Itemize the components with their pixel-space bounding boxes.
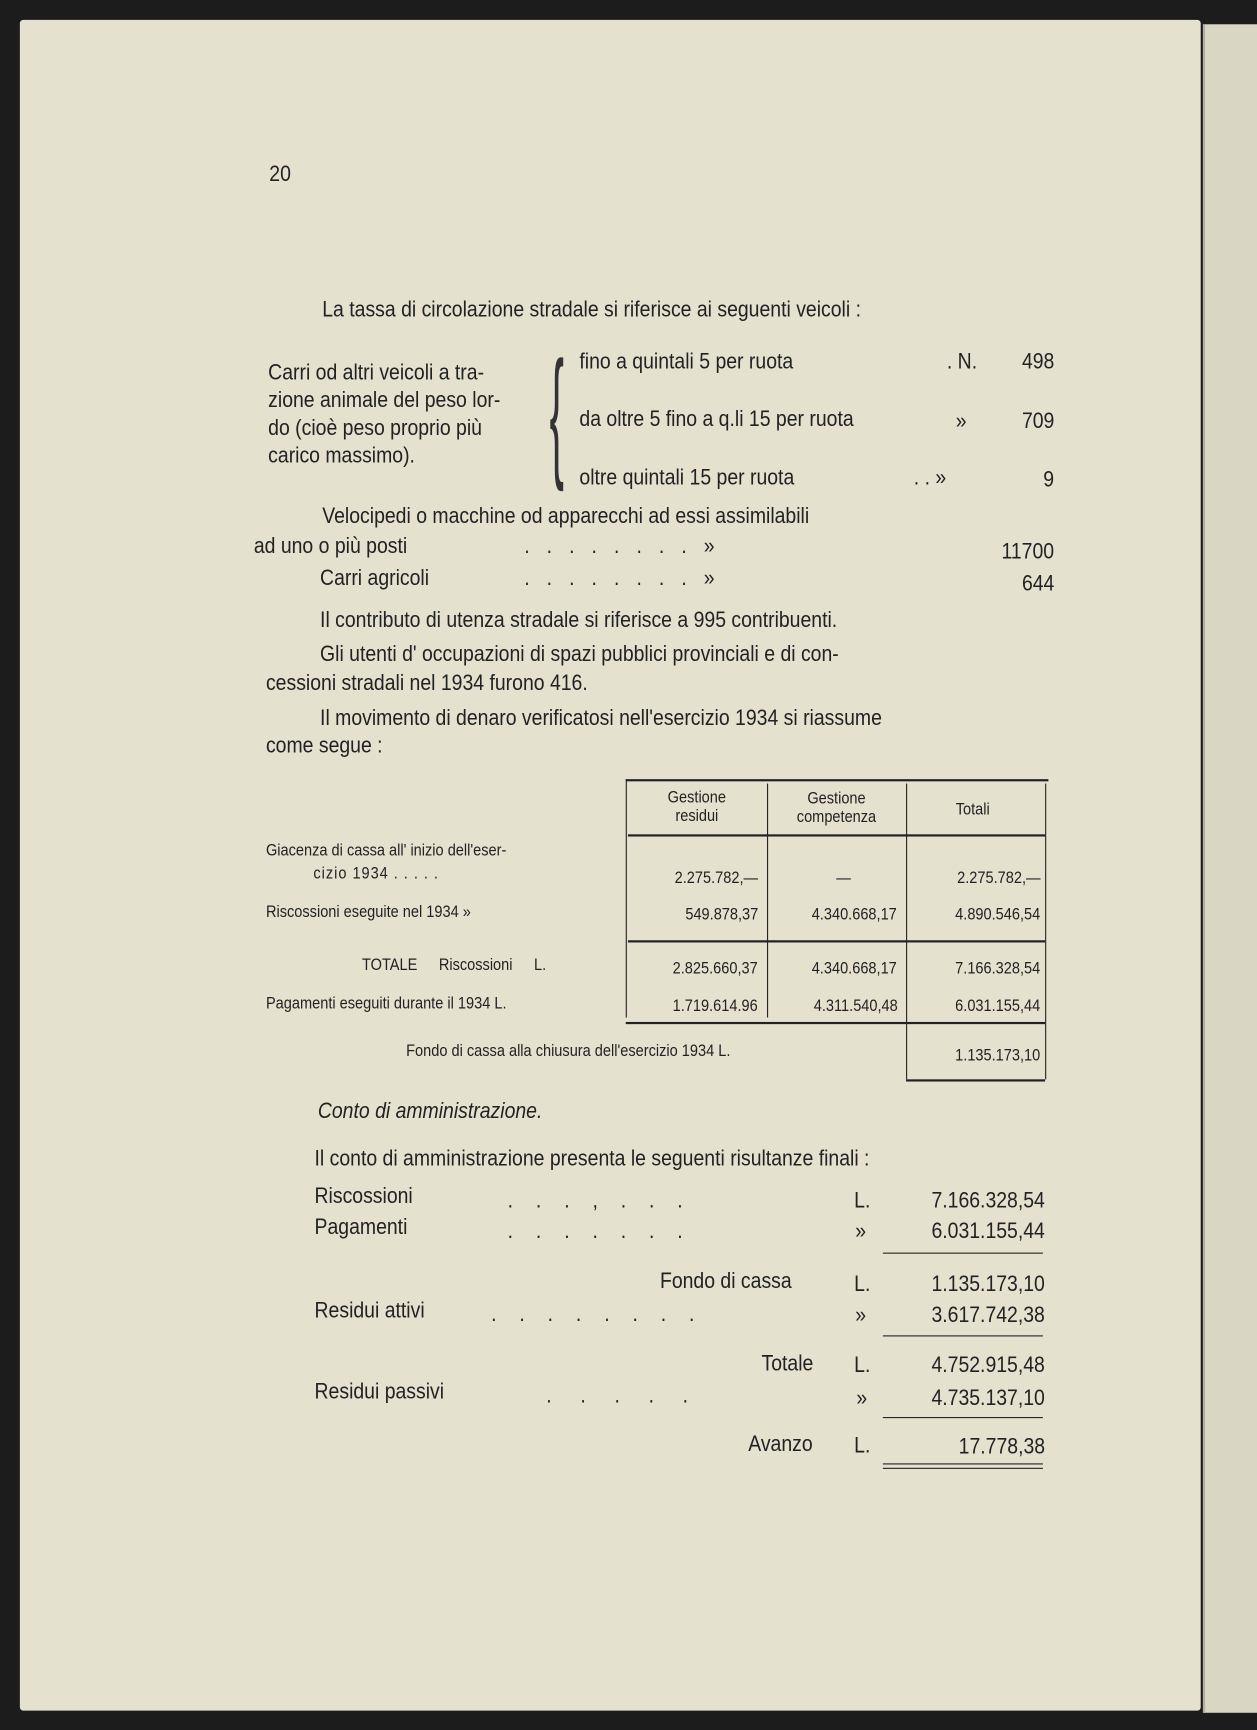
fondo-label: Fondo di cassa alla chiusura dell'esercizio 1934 L. <box>406 1041 731 1061</box>
conto-value: 1.135.173,10 <box>931 1272 1046 1297</box>
cell: 6.031.155,44 <box>955 996 1041 1016</box>
conto-label: Totale <box>761 1351 814 1377</box>
cell: 4.340.668,17 <box>812 959 898 978</box>
carri-desc: fino a quintali 5 per ruota <box>579 349 794 375</box>
cell: 7.166.328,54 <box>955 959 1041 978</box>
paragraph: cessioni stradali nel 1934 furono 416. <box>265 670 588 696</box>
carri-value: 9 <box>1043 467 1054 493</box>
conto-cur: L. <box>854 1188 871 1213</box>
conto-value: 4.735.137,10 <box>931 1386 1046 1411</box>
header-totali: Totali <box>955 800 990 819</box>
row-label: Riscossioni eseguite nel 1934 » <box>265 902 471 922</box>
page-number: 20 <box>269 162 291 187</box>
table-rule <box>626 1022 1045 1024</box>
conto-dots: . . . . . . . . <box>491 1302 704 1327</box>
carri-desc: da oltre 5 fino a q.li 15 per ruota <box>579 407 854 432</box>
table-rule <box>906 784 907 1080</box>
cell: 2.825.660,37 <box>673 959 759 978</box>
carri-agricoli-label: Carri agricoli <box>320 566 430 591</box>
cell: 4.311.540,48 <box>813 996 898 1016</box>
table-rule <box>626 779 627 1017</box>
intro-text: La tassa di circolazione stradale si riferisce ai seguenti veicoli : <box>322 297 861 323</box>
conto-label: Residui passivi <box>314 1379 445 1404</box>
carri-mark: » <box>955 409 967 434</box>
cell: 2.275.782,— <box>957 868 1041 888</box>
conto-value: 3.617.742,38 <box>931 1303 1046 1328</box>
next-page-edge <box>1203 24 1257 1713</box>
sum-rule <box>883 1253 1043 1254</box>
conto-label: Residui attivi <box>314 1298 425 1324</box>
paragraph: come segue : <box>265 733 383 759</box>
cell: 2.275.782,— <box>674 868 759 888</box>
carri-label: zione animale del peso lor- <box>268 388 501 413</box>
header-residui: Gestione residui <box>667 787 726 826</box>
conto-label: Fondo di cassa <box>659 1269 792 1294</box>
conto-cur: L. <box>854 1353 871 1378</box>
velocipedi-line2: ad uno o più posti <box>253 534 408 559</box>
carri-value: 498 <box>1021 349 1054 375</box>
cell: 1.719.614.96 <box>673 996 759 1016</box>
conto-label: Riscossioni <box>314 1184 413 1209</box>
carri-mark: . N. <box>946 349 978 375</box>
velocipedi-line1: Velocipedi o macchine od apparecchi ad essi assimilabili <box>322 504 810 529</box>
brace: { <box>549 331 564 493</box>
sum-rule <box>883 1417 1043 1418</box>
conto-cur: » <box>855 1219 867 1244</box>
double-rule <box>883 1468 1043 1469</box>
conto-intro: Il conto di amministrazione presenta le seguenti risultanze finali : <box>314 1146 870 1171</box>
paragraph: Il contributo di utenza stradale si riferisce a 995 contribuenti. <box>320 608 838 633</box>
carri-agricoli-dots: . . . . . . . . » <box>524 566 721 591</box>
conto-value: 4.752.915,48 <box>931 1353 1046 1378</box>
row-label: Pagamenti eseguiti durante il 1934 L. <box>265 994 507 1014</box>
conto-value: 17.778,38 <box>958 1434 1046 1459</box>
table-rule <box>626 779 1049 781</box>
sum-rule <box>883 1335 1043 1336</box>
carri-value: 709 <box>1021 409 1054 434</box>
carri-mark: . . » <box>913 465 947 490</box>
header-competenza: Gestione competenza <box>796 789 877 827</box>
cell: 4.340.668,17 <box>812 904 898 924</box>
table-rule <box>906 1079 1045 1081</box>
conto-value: 6.031.155,44 <box>931 1219 1046 1244</box>
paragraph: Il movimento di denaro verificatosi nell'esercizio 1934 si riassume <box>320 706 882 731</box>
conto-dots: . . . , . . . <box>507 1188 692 1213</box>
conto-cur: L. <box>854 1433 871 1458</box>
conto-dots: . . . . . <box>546 1383 700 1409</box>
conto-cur: » <box>855 1303 867 1328</box>
velocipedi-dots: . . . . . . . . » <box>524 534 721 559</box>
cell: 4.890.546,54 <box>955 904 1041 924</box>
fondo-value: 1.135.173,10 <box>955 1046 1041 1065</box>
conto-dots: . . . . . . . <box>507 1219 692 1244</box>
conto-value: 7.166.328,54 <box>931 1188 1046 1213</box>
table-rule <box>1045 784 1046 1080</box>
table-rule <box>767 784 768 1018</box>
carri-desc: oltre quintali 15 per ruota <box>579 465 795 490</box>
double-rule <box>883 1463 1043 1464</box>
conto-cur: L. <box>854 1272 871 1297</box>
carri-label: carico massimo). <box>268 443 415 468</box>
section-title: Conto di amministrazione. <box>317 1099 543 1124</box>
row-label: cizio 1934 . . . . . <box>313 864 439 883</box>
conto-cur: » <box>856 1386 868 1411</box>
velocipedi-value: 11700 <box>1001 539 1054 564</box>
conto-label: Avanzo <box>748 1432 813 1457</box>
carri-label: do (cioè peso proprio più <box>268 416 482 441</box>
row-label: TOTALE Riscossioni L. <box>361 955 547 975</box>
conto-label: Pagamenti <box>314 1215 408 1240</box>
row-label: Giacenza di cassa all' inizio dell'eser- <box>265 840 507 860</box>
paragraph: Gli utenti d' occupazioni di spazi pubblici provinciali e di con- <box>320 642 839 667</box>
table-rule <box>628 834 1045 836</box>
cell: — <box>836 868 851 888</box>
carri-label: Carri od altri veicoli a tra- <box>268 360 485 386</box>
carri-agricoli-value: 644 <box>1021 571 1054 596</box>
cell: 549.878,37 <box>685 904 759 924</box>
table-rule <box>628 940 1045 942</box>
